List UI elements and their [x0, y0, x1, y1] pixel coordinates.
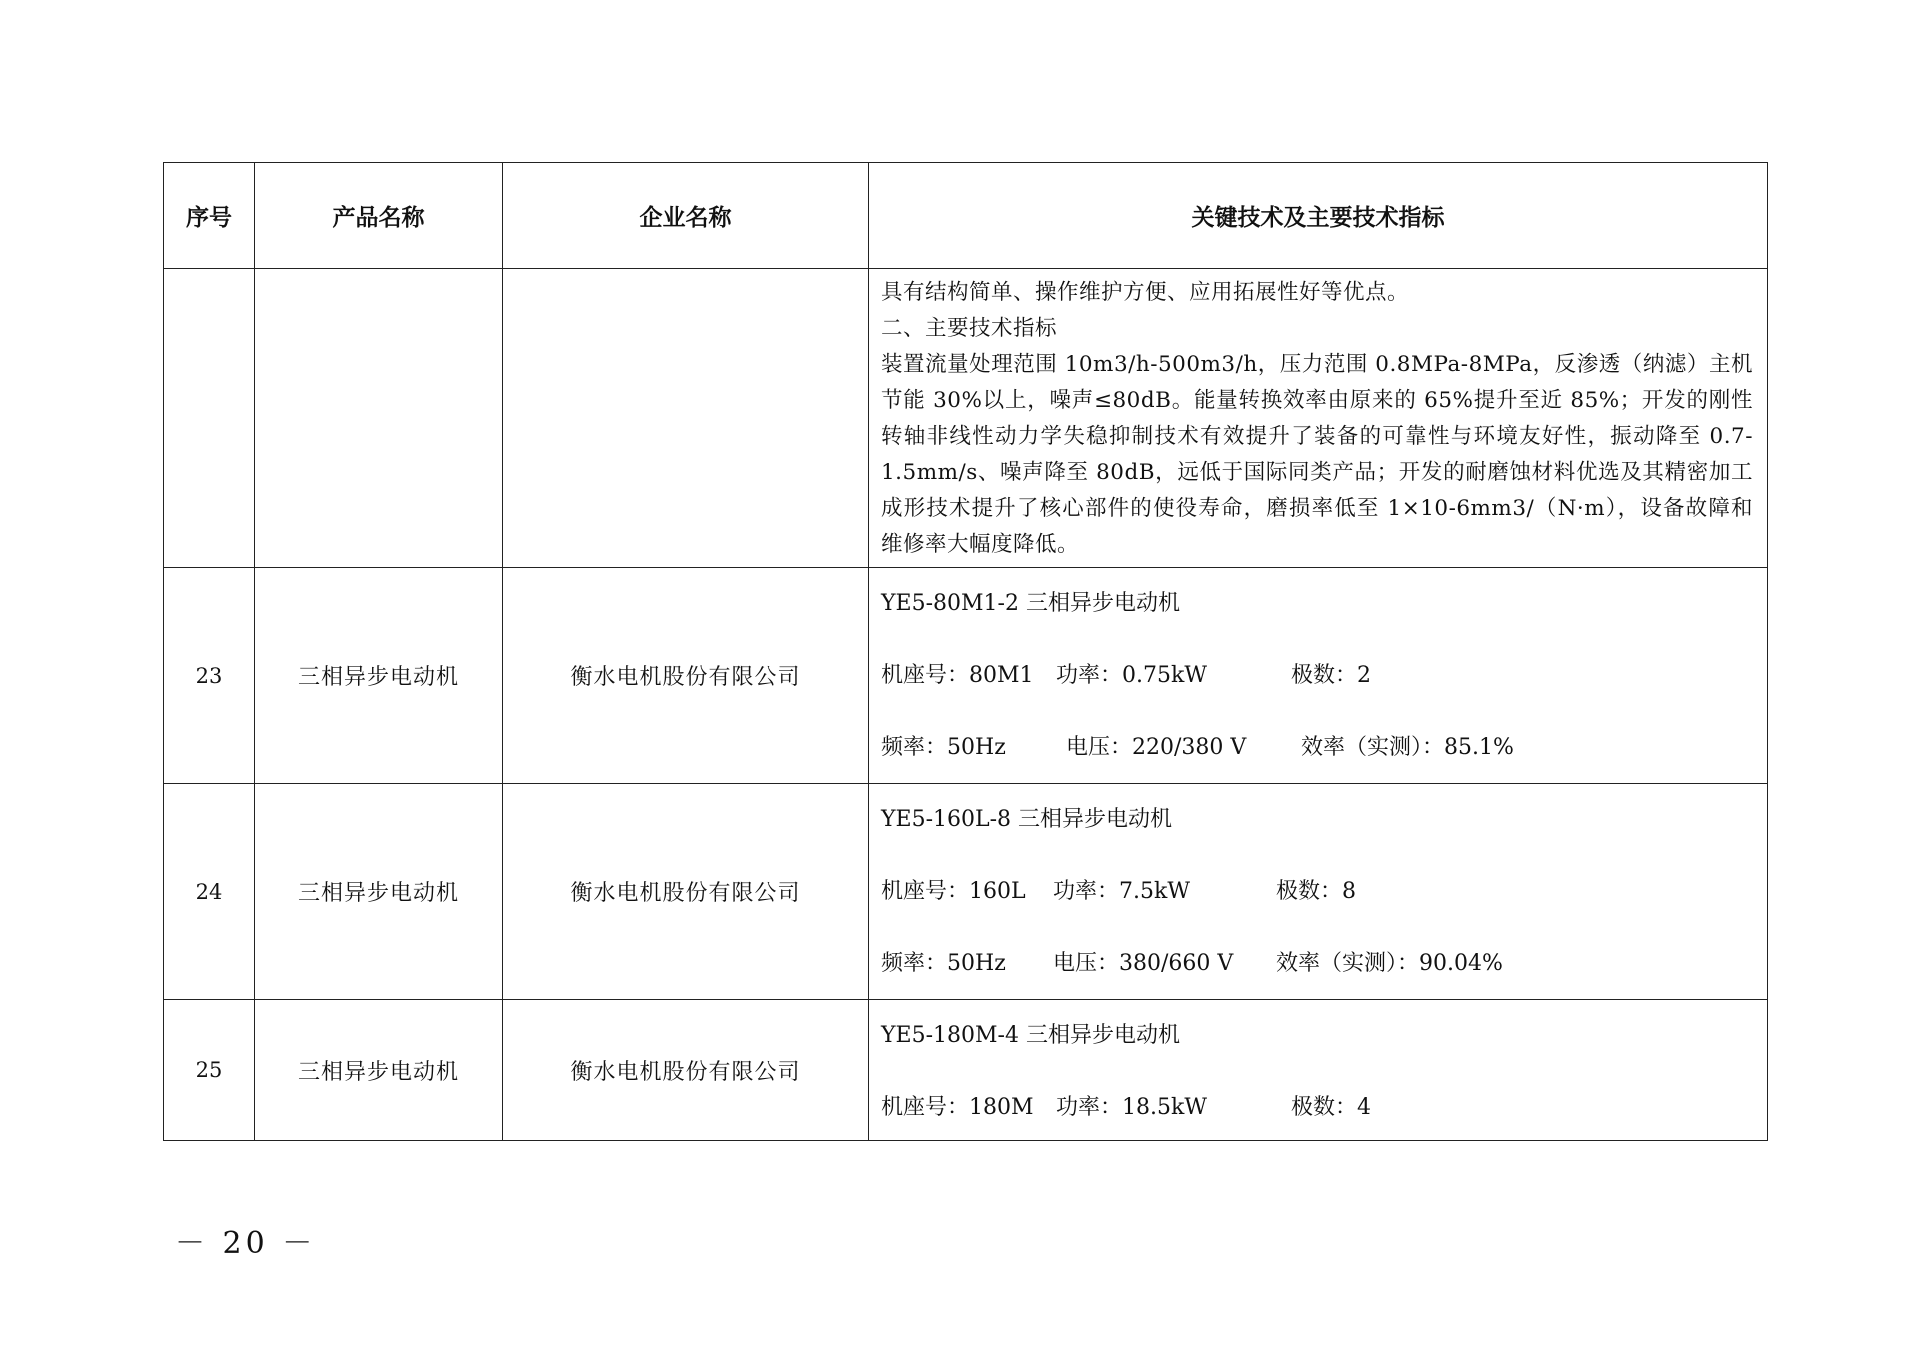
power-label: 功率： [1056, 1095, 1123, 1120]
freq-label: 频率： [881, 735, 948, 760]
frame-value: 180M [969, 1095, 1034, 1120]
model-name: 三相异步电动机 [1018, 807, 1173, 832]
frame-spec [881, 1090, 1056, 1126]
poles-label: 极数： [1291, 663, 1358, 688]
freq-label: 频率： [881, 951, 948, 976]
tech-spec-cell [869, 1000, 1768, 1141]
model-code: YE5-180M-4 [881, 1023, 1019, 1048]
product-name-cell: 三相异步电动机 [255, 568, 503, 784]
frame-value: 80M1 [969, 663, 1034, 688]
frame-label: 机座号： [881, 879, 970, 904]
model-line [881, 1018, 1755, 1090]
product-name-cell: 三相异步电动机 [255, 1000, 503, 1141]
poles-value: 8 [1342, 879, 1357, 904]
header-seq: 序号 [164, 163, 255, 269]
model-name: 三相异步电动机 [1025, 1023, 1180, 1048]
frame-value: 160L [969, 879, 1026, 904]
power-value: 7.5kW [1119, 879, 1190, 904]
spec-line-frame [881, 658, 1755, 730]
tech-spec-cell [869, 784, 1768, 1000]
voltage-label: 电压： [1066, 735, 1133, 760]
spec-line-frame [881, 874, 1755, 946]
poles-label: 极数： [1291, 1095, 1358, 1120]
continuation-product-cell [255, 269, 503, 568]
frame-spec [881, 658, 1056, 694]
efficiency-spec [1301, 730, 1514, 766]
freq-spec [881, 946, 1053, 982]
product-name-cell: 三相异步电动机 [255, 784, 503, 1000]
header-key-tech: 关键技术及主要技术指标 [869, 163, 1768, 269]
frame-spec [881, 874, 1053, 910]
power-label: 功率： [1053, 879, 1120, 904]
model-name: 三相异步电动机 [1025, 591, 1180, 616]
tech-text-line: 具有结构简单、操作维护方便、应用拓展性好等优点。 [881, 280, 1410, 305]
table-row [164, 1000, 1768, 1141]
efficiency-value: 85.1% [1444, 735, 1514, 760]
seq-cell: 23 [164, 568, 255, 784]
power-value: 18.5kW [1122, 1095, 1207, 1120]
page-number: － 20 － [175, 1226, 317, 1261]
product-table [163, 162, 1768, 1141]
voltage-value: 380/660 V [1119, 951, 1234, 976]
continuation-enterprise-cell [503, 269, 869, 568]
table-header-row [164, 163, 1768, 269]
spec-line-electrical [881, 946, 1755, 982]
voltage-label: 电压： [1053, 951, 1120, 976]
efficiency-label: 效率（实测）： [1276, 951, 1420, 976]
poles-spec [1291, 658, 1371, 694]
power-label: 功率： [1056, 663, 1123, 688]
power-value: 0.75kW [1122, 663, 1207, 688]
poles-value: 2 [1357, 663, 1372, 688]
frame-label: 机座号： [881, 663, 970, 688]
poles-spec [1276, 874, 1356, 910]
freq-value: 50Hz [947, 735, 1006, 760]
model-line [881, 802, 1755, 874]
freq-value: 50Hz [947, 951, 1006, 976]
seq-cell: 25 [164, 1000, 255, 1141]
efficiency-value: 90.04% [1419, 951, 1503, 976]
frame-label: 机座号： [881, 1095, 970, 1120]
continuation-tech-cell [869, 269, 1768, 568]
spec-line-frame [881, 1090, 1755, 1126]
table-row [164, 568, 1768, 784]
model-code: YE5-80M1-2 [881, 591, 1019, 616]
voltage-spec [1053, 946, 1276, 982]
voltage-spec [1066, 730, 1301, 766]
power-spec [1056, 1090, 1291, 1126]
model-code: YE5-160L-8 [881, 807, 1012, 832]
spec-line-electrical [881, 730, 1755, 766]
header-product-name: 产品名称 [255, 163, 503, 269]
tech-text-line: 二、主要技术指标 [881, 316, 1058, 341]
table-row [164, 784, 1768, 1000]
enterprise-name-cell: 衡水电机股份有限公司 [503, 1000, 869, 1141]
power-spec [1053, 874, 1276, 910]
tech-text-paragraph: 装置流量处理范围 10m3/h-500m3/h，压力范围 0.8MPa-8MPa，反渗透（纳滤）主机节能 30%以上，噪声≤80dB。能量转换效率由原来的 65%提升至近 85%；开发的刚性转轴非线性动力学失稳抑制技术有效提升了装备的可靠性与环境友好性，振动降至 0.7-1.5mm/s、噪声降至 80dB，远低于国际同类产品；开发的耐磨蚀材料优选及其精密加工成形技术提升了核心部件的使役寿命，磨损率低至 1×10-6mm3/（N·m），设备故障和维修率大幅度降低。 [881, 352, 1753, 557]
enterprise-name-cell: 衡水电机股份有限公司 [503, 784, 869, 1000]
table-row-continuation [164, 269, 1768, 568]
poles-value: 4 [1357, 1095, 1372, 1120]
model-line [881, 586, 1755, 658]
tech-spec-cell [869, 568, 1768, 784]
continuation-seq-cell [164, 269, 255, 568]
poles-label: 极数： [1276, 879, 1343, 904]
efficiency-spec [1276, 946, 1503, 982]
seq-cell: 24 [164, 784, 255, 1000]
voltage-value: 220/380 V [1132, 735, 1247, 760]
freq-spec [881, 730, 1066, 766]
power-spec [1056, 658, 1291, 694]
enterprise-name-cell: 衡水电机股份有限公司 [503, 568, 869, 784]
header-enterprise-name: 企业名称 [503, 163, 869, 269]
poles-spec [1291, 1090, 1371, 1126]
efficiency-label: 效率（实测）： [1301, 735, 1445, 760]
